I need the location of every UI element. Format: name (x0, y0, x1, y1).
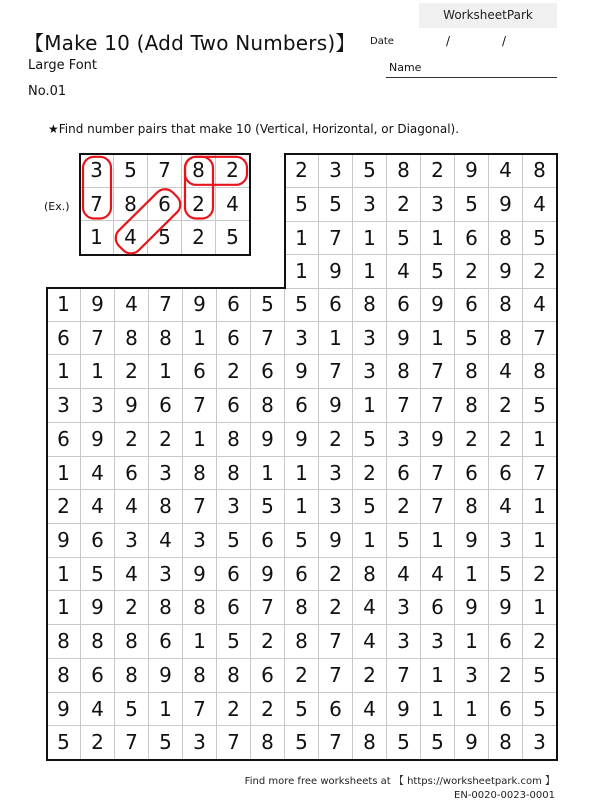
puzzle-cell[interactable]: 8 (489, 322, 523, 356)
puzzle-cell[interactable]: 1 (183, 423, 217, 457)
puzzle-cell[interactable]: 4 (421, 558, 455, 592)
puzzle-cell[interactable]: 2 (353, 457, 387, 491)
puzzle-cell[interactable]: 2 (319, 591, 353, 625)
puzzle-cell[interactable]: 6 (217, 389, 251, 423)
puzzle-cell[interactable]: 8 (115, 625, 149, 659)
puzzle-cell[interactable]: 5 (285, 524, 319, 558)
puzzle-cell[interactable]: 8 (489, 288, 523, 322)
puzzle-cell[interactable]: 5 (353, 154, 387, 188)
puzzle-cell[interactable]: 7 (421, 457, 455, 491)
puzzle-cell[interactable]: 1 (353, 389, 387, 423)
example-label: (Ex.) (44, 200, 70, 213)
puzzle-cell[interactable]: 8 (455, 389, 489, 423)
puzzle-cell[interactable]: 2 (115, 591, 149, 625)
puzzle-cell[interactable]: 1 (455, 625, 489, 659)
puzzle-cell[interactable]: 9 (455, 726, 489, 760)
puzzle-cell[interactable]: 5 (115, 693, 149, 727)
puzzle-cell[interactable]: 5 (285, 188, 319, 222)
puzzle-cell[interactable]: 5 (455, 322, 489, 356)
puzzle-cell[interactable]: 5 (217, 625, 251, 659)
puzzle-cell[interactable]: 7 (319, 625, 353, 659)
puzzle-cell[interactable]: 2 (285, 659, 319, 693)
puzzle-cell[interactable]: 1 (421, 693, 455, 727)
puzzle-cell[interactable]: 6 (217, 288, 251, 322)
puzzle-cell[interactable]: 8 (455, 355, 489, 389)
puzzle-cell[interactable]: 7 (421, 490, 455, 524)
puzzle-cell[interactable]: 6 (455, 222, 489, 256)
example-cell[interactable]: 2 (182, 221, 216, 255)
puzzle-cell[interactable]: 9 (489, 255, 523, 289)
example-cell[interactable]: 4 (216, 188, 250, 222)
puzzle-cell[interactable]: 3 (353, 188, 387, 222)
puzzle-cell[interactable]: 1 (523, 490, 557, 524)
puzzle-cell[interactable]: 6 (285, 558, 319, 592)
puzzle-cell[interactable]: 6 (217, 591, 251, 625)
example-cell[interactable]: 8 (182, 154, 216, 188)
puzzle-cell[interactable]: 3 (387, 423, 421, 457)
puzzle-cell[interactable]: 1 (353, 524, 387, 558)
worksheet-number: No.01 (28, 84, 67, 99)
puzzle-cell[interactable]: 1 (353, 255, 387, 289)
subtitle: Large Font (28, 58, 98, 73)
example-cell[interactable]: 7 (80, 188, 114, 222)
page-title: 【Make 10 (Add Two Numbers)】 (24, 31, 356, 55)
puzzle-cell[interactable]: 1 (285, 490, 319, 524)
puzzle-cell[interactable]: 6 (387, 288, 421, 322)
puzzle-cell[interactable]: 7 (319, 222, 353, 256)
date-label: Date (370, 36, 394, 47)
puzzle-cell[interactable]: 6 (421, 591, 455, 625)
puzzle-cell[interactable]: 9 (387, 693, 421, 727)
puzzle-cell[interactable]: 7 (251, 591, 285, 625)
puzzle-cell[interactable]: 1 (81, 355, 115, 389)
puzzle-cell[interactable]: 3 (285, 322, 319, 356)
puzzle-cell[interactable]: 1 (149, 355, 183, 389)
puzzle-cell[interactable]: 8 (115, 322, 149, 356)
puzzle-cell[interactable]: 2 (489, 659, 523, 693)
puzzle-cell[interactable]: 3 (183, 726, 217, 760)
name-line (386, 77, 557, 78)
puzzle-cell[interactable]: 6 (81, 659, 115, 693)
puzzle-cell[interactable]: 6 (387, 457, 421, 491)
puzzle-cell[interactable]: 2 (251, 693, 285, 727)
puzzle-cell[interactable]: 6 (489, 457, 523, 491)
puzzle-cell[interactable]: 8 (489, 222, 523, 256)
puzzle-cell[interactable]: 7 (319, 726, 353, 760)
puzzle-cell[interactable]: 4 (353, 693, 387, 727)
puzzle-cell[interactable]: 2 (47, 490, 81, 524)
puzzle-cell[interactable]: 9 (81, 423, 115, 457)
puzzle-cell[interactable]: 1 (421, 659, 455, 693)
puzzle-cell[interactable]: 1 (523, 524, 557, 558)
puzzle-cell[interactable]: 4 (115, 288, 149, 322)
puzzle-cell[interactable]: 4 (115, 490, 149, 524)
puzzle-cell[interactable]: 2 (353, 659, 387, 693)
puzzle-cell[interactable]: 7 (387, 659, 421, 693)
puzzle-cell[interactable]: 2 (523, 255, 557, 289)
puzzle-cell[interactable]: 6 (149, 625, 183, 659)
puzzle-cell[interactable]: 8 (353, 558, 387, 592)
puzzle-cell[interactable]: 5 (251, 490, 285, 524)
puzzle-cell[interactable]: 5 (455, 188, 489, 222)
puzzle-cell[interactable]: 1 (285, 457, 319, 491)
puzzle-cell[interactable]: 8 (217, 659, 251, 693)
puzzle-cell[interactable]: 8 (183, 457, 217, 491)
puzzle-cell[interactable]: 9 (285, 355, 319, 389)
puzzle-cell[interactable]: 5 (421, 726, 455, 760)
puzzle-cell[interactable]: 6 (149, 389, 183, 423)
puzzle-cell[interactable]: 2 (523, 625, 557, 659)
puzzle-cell[interactable]: 6 (455, 288, 489, 322)
puzzle-cell[interactable]: 5 (387, 726, 421, 760)
puzzle-cell[interactable]: 4 (81, 693, 115, 727)
puzzle-cell[interactable]: 1 (47, 591, 81, 625)
puzzle-cell[interactable]: 1 (319, 322, 353, 356)
puzzle-cell[interactable]: 2 (319, 423, 353, 457)
puzzle-cell[interactable]: 8 (285, 625, 319, 659)
puzzle-cell[interactable]: 4 (387, 558, 421, 592)
puzzle-cell[interactable]: 8 (285, 591, 319, 625)
puzzle-cell[interactable]: 8 (251, 389, 285, 423)
puzzle-cell[interactable]: 5 (353, 423, 387, 457)
puzzle-cell[interactable]: 9 (115, 389, 149, 423)
puzzle-cell[interactable]: 3 (353, 355, 387, 389)
puzzle-cell[interactable]: 3 (421, 625, 455, 659)
puzzle-cell[interactable]: 4 (81, 490, 115, 524)
puzzle-cell[interactable]: 5 (489, 558, 523, 592)
example-cell[interactable]: 2 (216, 154, 250, 188)
puzzle-cell[interactable]: 9 (455, 591, 489, 625)
puzzle-cell[interactable]: 3 (387, 591, 421, 625)
puzzle-cell[interactable]: 1 (455, 693, 489, 727)
puzzle-cell[interactable]: 9 (455, 524, 489, 558)
example-cell[interactable]: 7 (148, 154, 182, 188)
puzzle-cell[interactable]: 1 (47, 288, 81, 322)
date-separator: / (502, 34, 507, 48)
puzzle-cell[interactable]: 6 (455, 457, 489, 491)
puzzle-cell[interactable]: 2 (387, 188, 421, 222)
puzzle-cell[interactable]: 2 (217, 355, 251, 389)
footer-link[interactable]: Find more free worksheets at 【 https://worksheetpark.com 】 (244, 776, 555, 787)
puzzle-cell[interactable]: 7 (319, 659, 353, 693)
puzzle-cell[interactable]: 1 (523, 591, 557, 625)
puzzle-cell[interactable]: 4 (115, 558, 149, 592)
puzzle-cell[interactable]: 8 (523, 154, 557, 188)
puzzle-cell[interactable]: 4 (523, 288, 557, 322)
puzzle-cell[interactable]: 9 (251, 423, 285, 457)
puzzle-cell[interactable]: 8 (353, 288, 387, 322)
puzzle-cell[interactable]: 9 (183, 288, 217, 322)
puzzle-cell[interactable]: 6 (251, 355, 285, 389)
puzzle-cell[interactable]: 5 (523, 693, 557, 727)
puzzle-cell[interactable]: 8 (251, 726, 285, 760)
puzzle-cell[interactable]: 5 (319, 188, 353, 222)
puzzle-cell[interactable]: 1 (251, 457, 285, 491)
example-cell[interactable]: 5 (216, 221, 250, 255)
puzzle-cell[interactable]: 6 (251, 524, 285, 558)
puzzle-cell[interactable]: 9 (387, 322, 421, 356)
puzzle-cell[interactable]: 1 (421, 322, 455, 356)
puzzle-cell[interactable]: 6 (319, 693, 353, 727)
puzzle-cell[interactable]: 4 (81, 457, 115, 491)
puzzle-cell[interactable]: 7 (81, 322, 115, 356)
puzzle-cell[interactable]: 3 (319, 457, 353, 491)
puzzle-cell[interactable]: 8 (353, 726, 387, 760)
puzzle-cell[interactable]: 2 (523, 558, 557, 592)
puzzle-cell[interactable]: 1 (183, 625, 217, 659)
puzzle-cell[interactable]: 1 (285, 222, 319, 256)
puzzle-cell[interactable]: 5 (251, 288, 285, 322)
puzzle-cell[interactable]: 2 (387, 490, 421, 524)
puzzle-cell[interactable]: 6 (81, 524, 115, 558)
puzzle-cell[interactable]: 2 (149, 423, 183, 457)
puzzle-cell[interactable]: 2 (217, 693, 251, 727)
puzzle-cell[interactable]: 6 (217, 558, 251, 592)
puzzle-cell[interactable]: 6 (217, 322, 251, 356)
puzzle-cell[interactable]: 3 (149, 558, 183, 592)
puzzle-cell[interactable]: 8 (217, 457, 251, 491)
puzzle-cell[interactable]: 2 (489, 389, 523, 423)
puzzle-cell[interactable]: 1 (421, 222, 455, 256)
puzzle-cell[interactable]: 2 (455, 255, 489, 289)
puzzle-cell[interactable]: 5 (285, 288, 319, 322)
puzzle-cell[interactable]: 6 (285, 389, 319, 423)
puzzle-cell[interactable]: 3 (47, 389, 81, 423)
puzzle-cell[interactable]: 9 (319, 389, 353, 423)
puzzle-cell[interactable]: 8 (183, 591, 217, 625)
puzzle-cell[interactable]: 7 (183, 389, 217, 423)
puzzle-cell[interactable]: 6 (489, 625, 523, 659)
puzzle-cell[interactable]: 5 (47, 726, 81, 760)
puzzle-cell[interactable]: 1 (149, 693, 183, 727)
puzzle-cell[interactable]: 2 (115, 355, 149, 389)
puzzle-cell[interactable]: 8 (523, 355, 557, 389)
puzzle-cell[interactable]: 6 (251, 659, 285, 693)
puzzle-cell[interactable]: 6 (115, 457, 149, 491)
puzzle-cell[interactable]: 9 (251, 558, 285, 592)
puzzle-cell[interactable]: 5 (387, 222, 421, 256)
puzzle-cell[interactable]: 7 (149, 288, 183, 322)
puzzle-cell[interactable]: 7 (421, 355, 455, 389)
brand-label: WorksheetPark (419, 3, 557, 28)
puzzle-cell[interactable]: 3 (319, 154, 353, 188)
example-cell[interactable]: 8 (114, 188, 148, 222)
puzzle-cell[interactable]: 9 (455, 154, 489, 188)
puzzle-cell[interactable]: 7 (523, 457, 557, 491)
puzzle-cell[interactable]: 9 (47, 524, 81, 558)
puzzle-cell[interactable]: 2 (81, 726, 115, 760)
puzzle-cell[interactable]: 2 (421, 154, 455, 188)
puzzle-cell[interactable]: 3 (183, 524, 217, 558)
example-cell[interactable]: 2 (182, 188, 216, 222)
puzzle-cell[interactable]: 8 (149, 490, 183, 524)
puzzle-cell[interactable]: 5 (285, 726, 319, 760)
puzzle-cell[interactable]: 1 (353, 222, 387, 256)
puzzle-cell[interactable]: 3 (217, 490, 251, 524)
puzzle-cell[interactable]: 9 (489, 188, 523, 222)
puzzle-cell[interactable]: 9 (81, 288, 115, 322)
puzzle-cell[interactable]: 5 (285, 693, 319, 727)
puzzle-cell[interactable]: 7 (421, 389, 455, 423)
puzzle-cell[interactable]: 7 (523, 322, 557, 356)
puzzle-cell[interactable]: 2 (115, 423, 149, 457)
puzzle-cell[interactable]: 7 (183, 693, 217, 727)
puzzle-cell[interactable]: 6 (319, 288, 353, 322)
puzzle-cell[interactable]: 2 (489, 423, 523, 457)
puzzle-cell[interactable]: 7 (387, 389, 421, 423)
puzzle-cell[interactable]: 7 (319, 355, 353, 389)
example-cell[interactable]: 1 (80, 221, 114, 255)
puzzle-cell[interactable]: 9 (421, 423, 455, 457)
puzzle-cell[interactable]: 2 (319, 558, 353, 592)
puzzle-cell[interactable]: 9 (149, 659, 183, 693)
puzzle-cell[interactable]: 4 (353, 591, 387, 625)
puzzle-cell[interactable]: 8 (47, 625, 81, 659)
example-cell[interactable]: 6 (148, 188, 182, 222)
puzzle-cell[interactable]: 4 (489, 154, 523, 188)
puzzle-cell[interactable]: 5 (149, 726, 183, 760)
puzzle-cell[interactable]: 8 (217, 423, 251, 457)
puzzle-cell[interactable]: 1 (523, 423, 557, 457)
puzzle-cell[interactable]: 8 (115, 659, 149, 693)
puzzle-cell[interactable]: 1 (183, 322, 217, 356)
puzzle-cell[interactable]: 5 (523, 389, 557, 423)
puzzle-cell[interactable]: 8 (489, 726, 523, 760)
puzzle-cell[interactable]: 3 (523, 726, 557, 760)
footer-code: EN-0020-0023-0001 (454, 790, 555, 801)
puzzle-cell[interactable]: 9 (81, 591, 115, 625)
puzzle-cell[interactable]: 1 (47, 355, 81, 389)
puzzle-cell[interactable]: 4 (489, 355, 523, 389)
name-label: Name (389, 61, 422, 74)
puzzle-cell[interactable]: 9 (319, 255, 353, 289)
puzzle-cell[interactable]: 3 (81, 389, 115, 423)
puzzle-cell[interactable]: 8 (183, 659, 217, 693)
puzzle-cell[interactable]: 9 (183, 558, 217, 592)
puzzle-cell[interactable]: 8 (455, 490, 489, 524)
puzzle-cell[interactable]: 9 (421, 288, 455, 322)
puzzle-cell[interactable]: 8 (149, 591, 183, 625)
puzzle-cell[interactable]: 5 (81, 558, 115, 592)
puzzle-cell[interactable]: 5 (421, 255, 455, 289)
puzzle-cell[interactable]: 1 (47, 558, 81, 592)
example-cell[interactable]: 5 (114, 154, 148, 188)
puzzle-cell[interactable]: 1 (421, 524, 455, 558)
puzzle-cell[interactable]: 4 (387, 255, 421, 289)
puzzle-cell[interactable]: 8 (387, 355, 421, 389)
puzzle-cell[interactable]: 4 (523, 188, 557, 222)
puzzle-cell[interactable]: 9 (285, 423, 319, 457)
puzzle-cell[interactable]: 1 (285, 255, 319, 289)
puzzle-cell[interactable]: 5 (217, 524, 251, 558)
puzzle-cell[interactable]: 2 (251, 625, 285, 659)
example-cell[interactable]: 4 (114, 221, 148, 255)
puzzle-cell[interactable]: 5 (523, 659, 557, 693)
puzzle-cell[interactable]: 9 (319, 524, 353, 558)
example-cell[interactable]: 5 (148, 221, 182, 255)
puzzle-cell[interactable]: 3 (149, 457, 183, 491)
puzzle-cell[interactable]: 3 (455, 659, 489, 693)
puzzle-cell[interactable]: 8 (149, 322, 183, 356)
puzzle-cell[interactable]: 3 (115, 524, 149, 558)
puzzle-cell[interactable]: 5 (523, 222, 557, 256)
puzzle-cell[interactable]: 8 (387, 154, 421, 188)
puzzle-cell[interactable]: 3 (319, 490, 353, 524)
puzzle-cell[interactable]: 7 (115, 726, 149, 760)
puzzle-cell[interactable]: 8 (47, 659, 81, 693)
puzzle-cell[interactable]: 6 (183, 355, 217, 389)
puzzle-cell[interactable]: 7 (217, 726, 251, 760)
puzzle-cell[interactable]: 6 (489, 693, 523, 727)
instruction: ★Find number pairs that make 10 (Vertical, Horizontal, or Diagonal). (48, 122, 460, 136)
puzzle-cell[interactable]: 9 (47, 693, 81, 727)
puzzle-cell[interactable]: 9 (489, 591, 523, 625)
puzzle-cell[interactable]: 3 (387, 625, 421, 659)
puzzle-cell[interactable]: 2 (285, 154, 319, 188)
puzzle-cell[interactable]: 3 (421, 188, 455, 222)
puzzle-cell[interactable]: 4 (353, 625, 387, 659)
example-cell[interactable]: 3 (80, 154, 114, 188)
puzzle-cell[interactable]: 8 (81, 625, 115, 659)
puzzle-cell[interactable]: 6 (47, 423, 81, 457)
puzzle-cell[interactable]: 4 (149, 524, 183, 558)
date-separator: / (446, 34, 451, 48)
puzzle-cell[interactable]: 7 (183, 490, 217, 524)
puzzle-cell[interactable]: 5 (353, 490, 387, 524)
puzzle-cell[interactable]: 1 (455, 558, 489, 592)
puzzle-cell[interactable]: 3 (489, 524, 523, 558)
puzzle-cell[interactable]: 3 (353, 322, 387, 356)
puzzle-cell[interactable]: 1 (47, 457, 81, 491)
puzzle-cell[interactable]: 2 (455, 423, 489, 457)
puzzle-cell[interactable]: 4 (489, 490, 523, 524)
puzzle-cell[interactable]: 5 (387, 524, 421, 558)
puzzle-cell[interactable]: 6 (47, 322, 81, 356)
puzzle-cell[interactable]: 7 (251, 322, 285, 356)
